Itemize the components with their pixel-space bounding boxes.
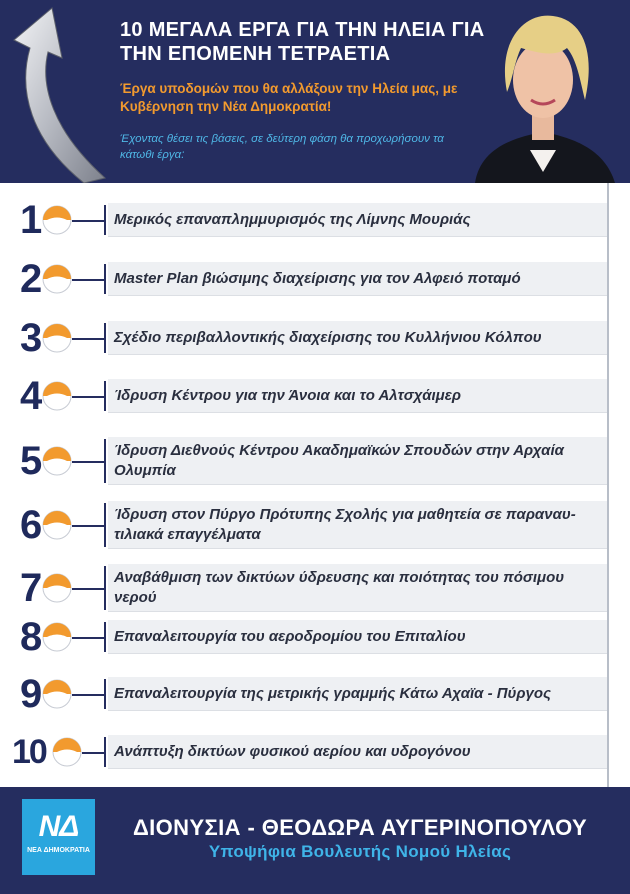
item-number: 9 <box>20 672 41 716</box>
item-number: 2 <box>20 257 41 301</box>
list-item <box>0 672 630 716</box>
number-badge-icon <box>42 381 72 411</box>
bar-edge-line <box>104 679 106 709</box>
list-item <box>0 615 630 659</box>
number-badge-icon <box>42 264 72 294</box>
item-text: Επαναλειτουργία του αεροδρομίου του Επιταλίου <box>114 628 466 645</box>
item-text: Σχέδιο περιβαλλοντικής διαχείρισης του Κυλλήνιου Κόλπου <box>114 329 542 346</box>
list-item <box>0 564 630 612</box>
bar-edge-line <box>104 381 106 411</box>
number-badge-icon <box>42 510 72 540</box>
item-number: 10 <box>12 733 46 771</box>
bar-edge-line <box>104 205 106 235</box>
item-number: 3 <box>20 316 41 360</box>
party-logo <box>22 799 95 875</box>
number-badge-icon <box>42 205 72 235</box>
item-text: Ίδρυση Κέντρου για την Άνοια και το Αλτσχάιμερ <box>114 387 461 404</box>
item-bar <box>108 735 607 769</box>
item-text: Master Plan βιώσιμης διαχείρισης για τον Αλφειό ποταμό <box>114 270 521 287</box>
logo-mark: ΝΔ <box>38 810 79 843</box>
intro-text: Έχοντας θέσει τις βάσεις, σε δεύτερη φάση θα προχωρήσουν τα κάτωθι έργα: <box>120 133 444 161</box>
title-line-2: ΤΗΝ ΕΠΟΜΕΝΗ ΤΕΤΡΑΕΤΙΑ <box>120 43 391 65</box>
bar-edge-line <box>104 737 106 767</box>
list-item <box>0 316 630 360</box>
logo-text: ΝΕΑ ΔΗΜΟΚΡΑΤΙΑ <box>27 847 90 854</box>
item-bar <box>108 262 607 296</box>
number-badge-icon <box>42 679 72 709</box>
candidate-portrait <box>455 0 630 183</box>
item-bar <box>108 564 607 612</box>
item-text: Ανάπτυξη δικτύων φυσικού αερίου και υδρογόνου <box>114 743 471 760</box>
connector-line <box>72 461 104 463</box>
connector-line <box>82 752 104 754</box>
item-number: 1 <box>20 198 41 242</box>
item-bar <box>108 437 607 485</box>
connector-line <box>72 588 104 590</box>
bar-edge-line <box>104 622 106 652</box>
title-line-1: 10 ΜΕΓΑΛΑ ΕΡΓΑ ΓΙΑ ΤΗΝ ΗΛΕΙΑ ΓΙΑ <box>120 19 485 41</box>
header-banner <box>0 0 630 183</box>
item-number: 8 <box>20 615 41 659</box>
connector-line <box>72 279 104 281</box>
item-bar <box>108 677 607 711</box>
number-badge-icon <box>42 622 72 652</box>
item-bar <box>108 379 607 413</box>
connector-line <box>72 396 104 398</box>
list-item <box>0 501 630 549</box>
number-badge-icon <box>42 446 72 476</box>
item-number: 7 <box>20 566 41 610</box>
item-number: 5 <box>20 439 41 483</box>
list-item <box>0 437 630 485</box>
item-bar <box>108 501 607 549</box>
bar-edge-line <box>104 566 106 610</box>
list-item <box>0 257 630 301</box>
item-text: Μερικός επαναπλημμυρισμός της Λίμνης Μουριάς <box>114 211 471 228</box>
list-item <box>0 735 630 769</box>
bar-edge-line <box>104 264 106 294</box>
bar-edge-line <box>104 503 106 547</box>
curved-arrow-icon <box>0 0 115 183</box>
number-badge-icon <box>52 737 82 767</box>
item-text: Ίδρυση Διεθνούς Κέντρου Ακαδημαϊκών Σπουδών στην Αρχαία Ολυμπία <box>114 442 564 479</box>
projects-list <box>0 183 630 787</box>
item-bar <box>108 203 607 237</box>
item-bar <box>108 321 607 355</box>
connector-line <box>72 338 104 340</box>
item-text: Επαναλειτουργία της μετρικής γραμμής Κάτω Αχαϊα - Πύργος <box>114 685 551 702</box>
item-number: 6 <box>20 503 41 547</box>
item-bar <box>108 620 607 654</box>
connector-line <box>72 637 104 639</box>
number-badge-icon <box>42 573 72 603</box>
bar-edge-line <box>104 439 106 483</box>
item-number: 4 <box>20 374 41 418</box>
connector-line <box>72 220 104 222</box>
footer-banner <box>0 787 630 894</box>
candidate-name: ΔΙΟΝΥΣΙΑ - ΘΕΟΔΩΡΑ ΑΥΓΕΡΙΝΟΠΟΥΛΟΥ <box>132 815 588 840</box>
connector-line <box>72 525 104 527</box>
candidate-role: Υποψήφια Βουλευτής Νομού Ηλείας <box>208 842 512 861</box>
number-badge-icon <box>42 323 72 353</box>
item-text: Αναβάθμιση των δικτύων ύδρευσης και ποιότητας του πόσιμου νερού <box>114 569 565 606</box>
subtitle: Έργα υποδομών που θα αλλάξουν την Ηλεία μας, με Κυβέρνηση την Νέα Δημοκρατία! <box>120 81 458 114</box>
item-text: Ίδρυση στον Πύργο Πρότυπης Σχολής για μαθητεία σε παραναυ-τιλιακά επαγγέλματα <box>114 506 576 543</box>
bar-edge-line <box>104 323 106 353</box>
connector-line <box>72 694 104 696</box>
list-item <box>0 198 630 242</box>
list-item <box>0 374 630 418</box>
